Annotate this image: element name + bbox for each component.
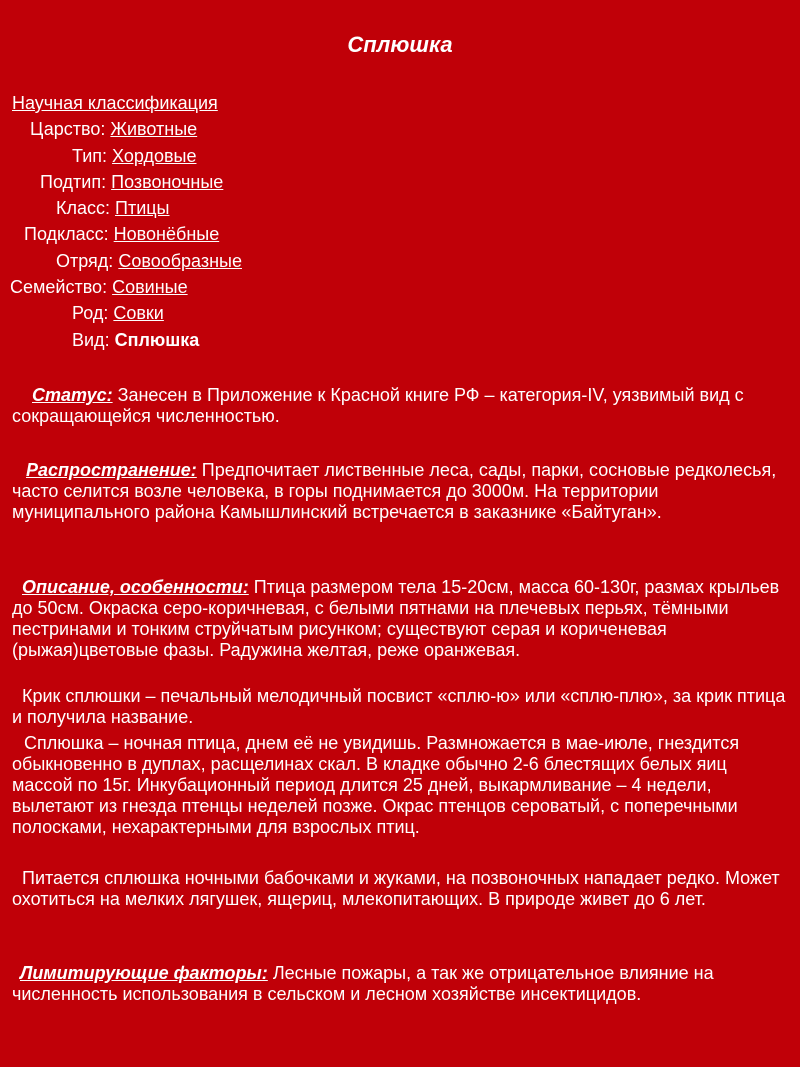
classification-label: Царство: xyxy=(30,119,106,139)
classification-value: Хордовые xyxy=(112,146,197,166)
classification-value: Совообразные xyxy=(118,251,242,271)
classification-value: Новонёбные xyxy=(113,224,220,244)
status-heading: Статус: xyxy=(32,385,113,405)
classification-label: Подтип: xyxy=(40,172,107,192)
classification-row-subclass xyxy=(24,223,219,245)
limiting-text: Лесные пожары, а так же отрицательное влияние на численность использования в сельском и лесном хозяйстве инсектицидов. xyxy=(12,963,714,1004)
limiting-heading: Лимитирующие факторы: xyxy=(20,963,268,983)
limiting-paragraph xyxy=(12,963,792,1005)
classification-row-phylum xyxy=(72,145,196,167)
classification-label: Отряд: xyxy=(56,251,114,271)
classification-label: Род: xyxy=(72,303,109,323)
description-heading: Описание, особенности: xyxy=(22,577,249,597)
description-cry-paragraph: Крик сплюшки – печальный мелодичный посвист «сплю-ю» или «сплю-плю», за крик птица и получила название. xyxy=(12,686,786,727)
page-title: Сплюшка xyxy=(347,32,453,57)
description-behavior-paragraph: Сплюшка – ночная птица, днем её не увидишь. Размножается в мае-июле, гнездится обыкновенно в дуплах, расщелинах скал. В кладке обычно 2-6 блестящих белых яиц массой по 15г. Инкубационный период длится 25 дней, выкармливание – 4 недели, вылетают из гнезда птенцы неделей позже. Окрас птенцов сероватый, с поперечными полосками, нехарактерными для взрослых птиц. xyxy=(12,733,740,837)
classification-label: Тип: xyxy=(72,146,108,166)
classification-row-genus xyxy=(72,302,164,324)
classification-heading: Научная классификация xyxy=(12,93,218,113)
description-diet-paragraph: Питается сплюшка ночными бабочками и жуками, на позвоночных нападает редко. Может охотиться на мелких лягушек, ящериц, млекопитающих. В природе живет до 6 лет. xyxy=(12,868,780,909)
classification-label: Вид: xyxy=(72,330,110,350)
classification-label: Класс: xyxy=(56,198,110,218)
classification-row-family xyxy=(10,276,188,298)
description-paragraph xyxy=(12,577,792,661)
distribution-paragraph xyxy=(12,460,792,523)
classification-value: Животные xyxy=(110,119,198,139)
classification-row-subphylum xyxy=(40,171,223,193)
distribution-text: Предпочитает лиственные леса, сады, парки, сосновые редколесья, часто селится возле человека, в горы поднимается до 3000м. На территории муниципального района Камышлинский встречается в заказнике «Байтуган». xyxy=(12,460,777,522)
classification-value: Птицы xyxy=(115,198,170,218)
classification-label: Подкласс: xyxy=(24,224,109,244)
classification-value: Совиные xyxy=(112,277,188,297)
classification-row-class xyxy=(56,197,170,219)
classification-row-kingdom xyxy=(30,118,197,140)
status-paragraph xyxy=(12,385,792,427)
classification-row-species xyxy=(72,329,199,351)
classification-value: Позвоночные xyxy=(111,172,224,192)
status-text: Занесен в Приложение к Красной книге РФ – категория-IV, уязвимый вид с сокращающейся численностью. xyxy=(12,385,744,426)
classification-value: Совки xyxy=(113,303,164,323)
description-text: Птица размером тела 15-20см, масса 60-130г, размах крыльев до 50см. Окраска серо-коричневая, с белыми пятнами на плечевых перьях, тёмными пестринами и тонким струйчатым рисунком; существуют серая и кориченевая (рыжая)цветовые фазы. Радужина желтая, реже оранжевая. xyxy=(12,577,780,660)
classification-row-order xyxy=(56,250,242,272)
classification-value: Сплюшка xyxy=(114,330,200,350)
classification-label: Семейство: xyxy=(10,277,108,297)
distribution-heading: Распространение: xyxy=(26,460,197,480)
